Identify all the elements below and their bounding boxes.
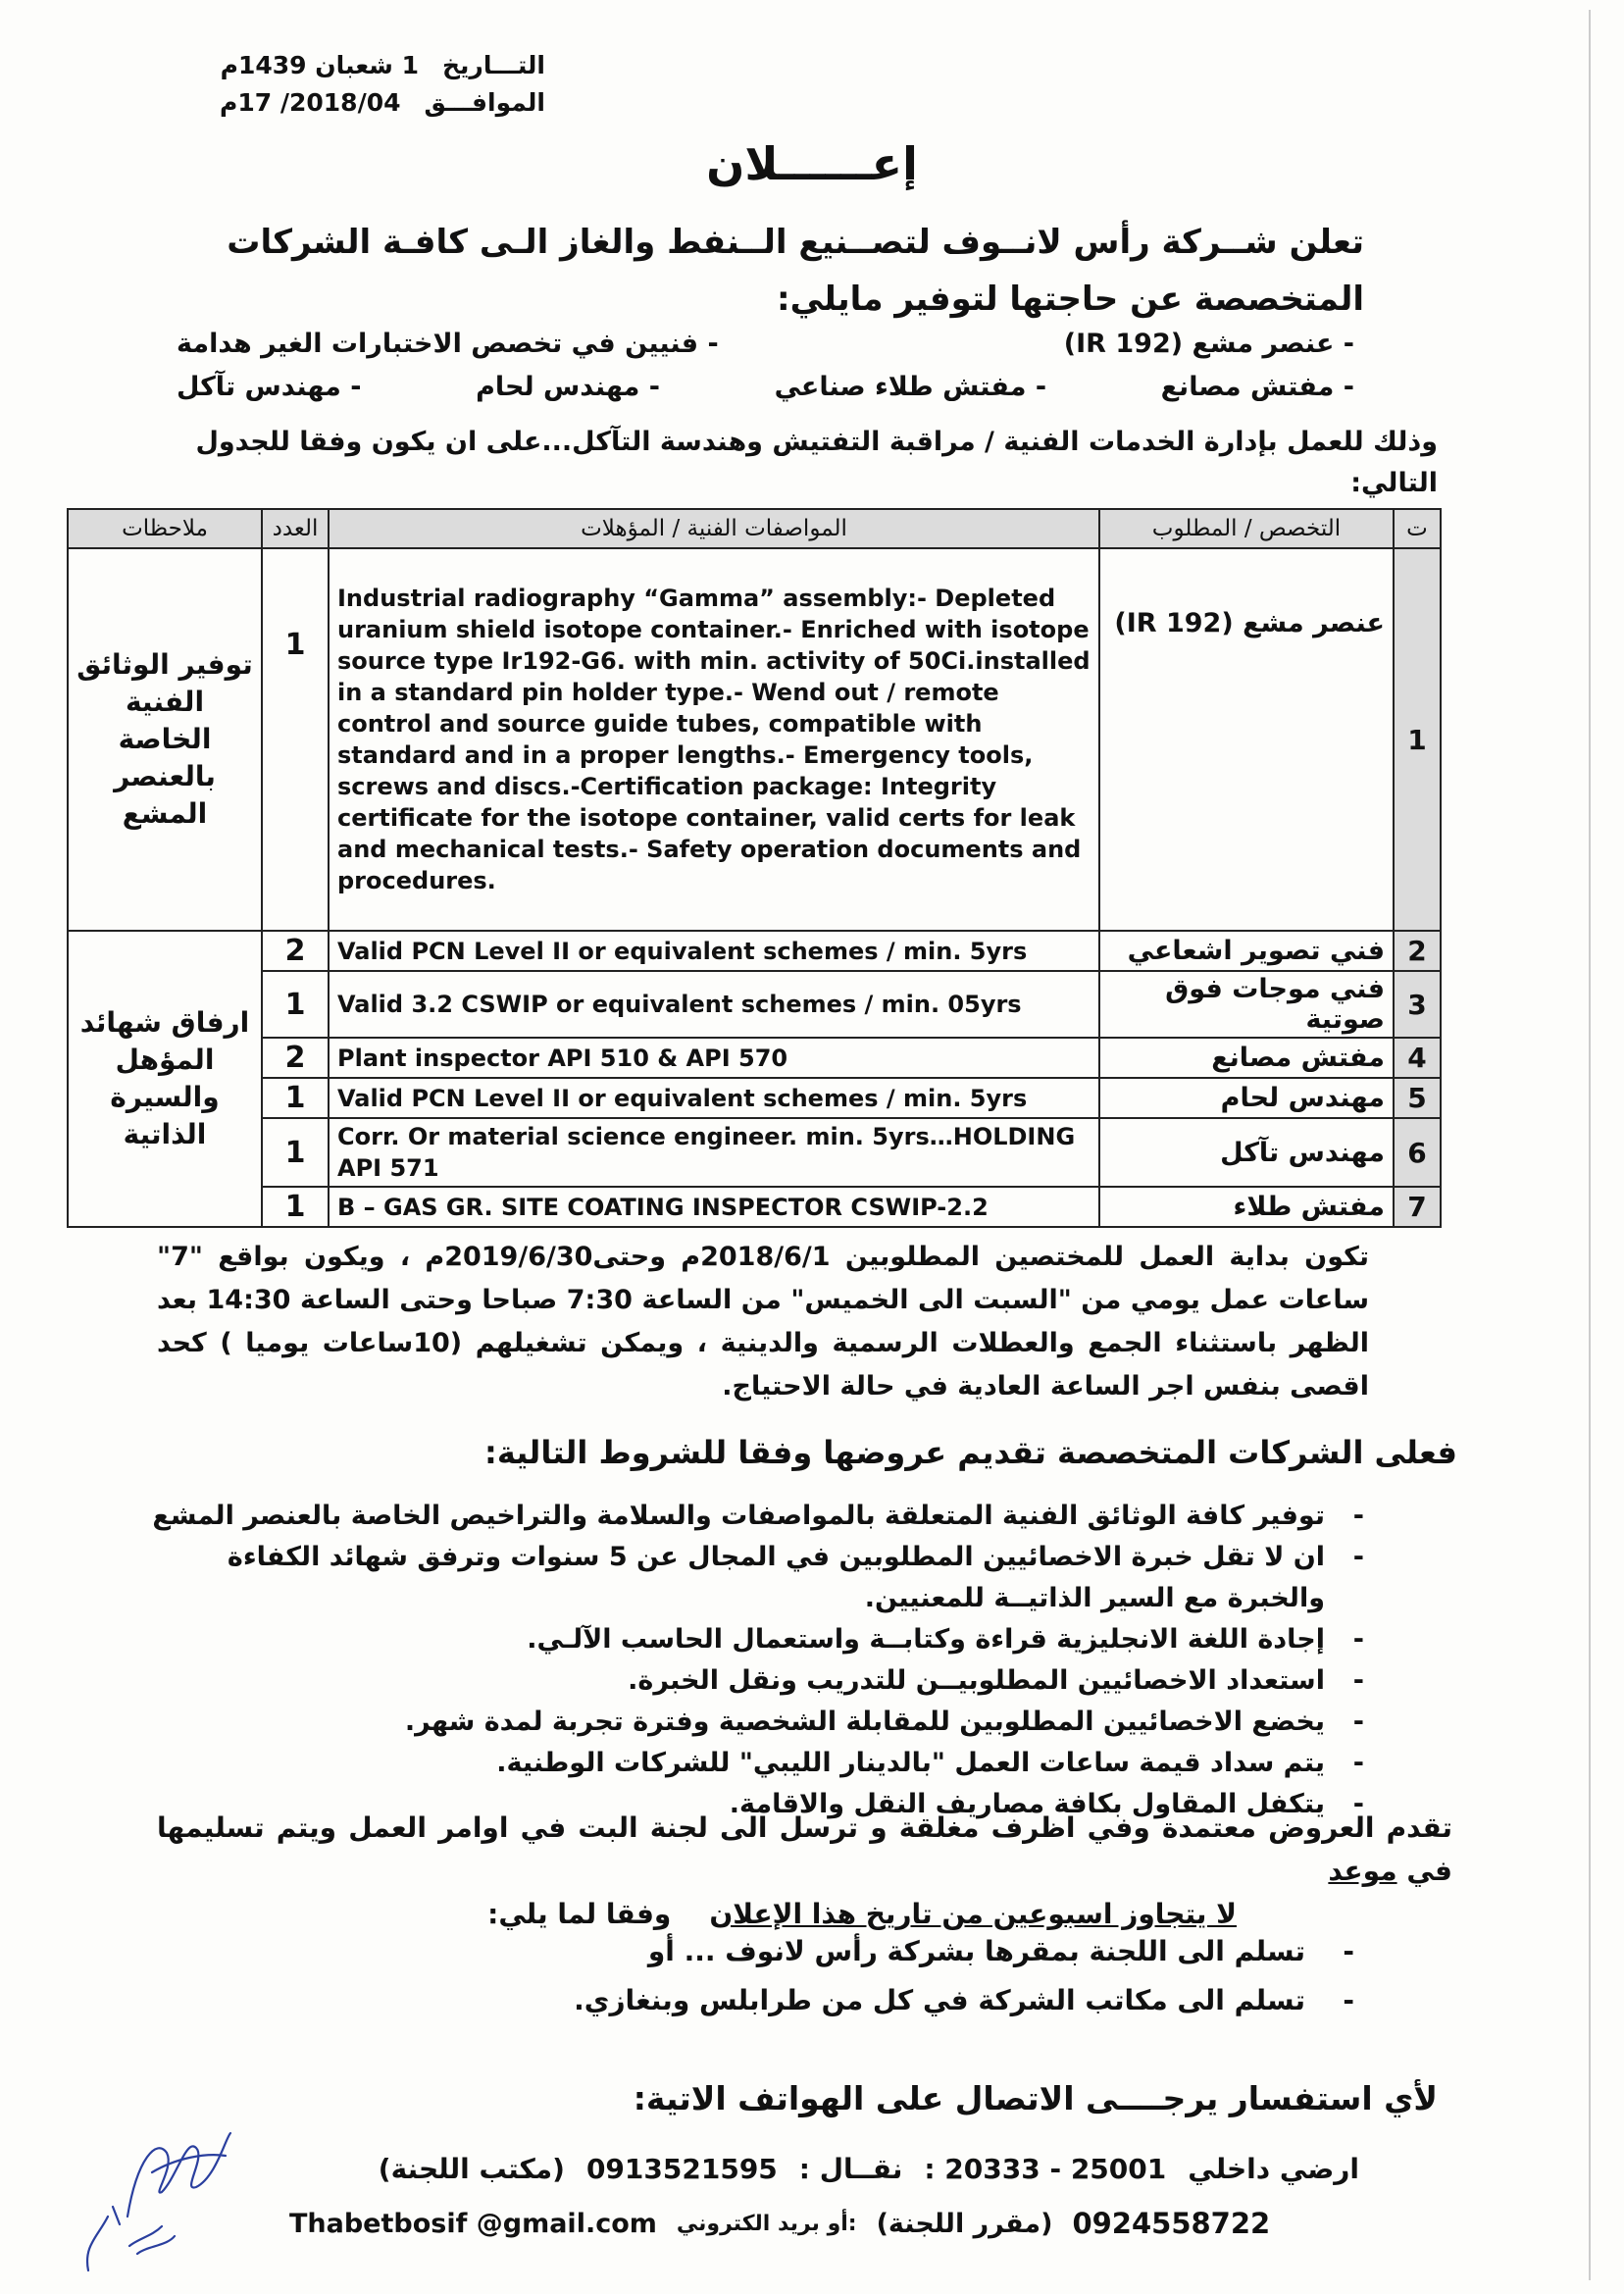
list-item: - تسلم الى اللجنة بمقرها بشركة رأس لانوف ... أو [647, 1935, 1354, 1967]
intro-text: تعلن شــركة رأس لانــوف لتصــنيع الــنفط والغاز الـى كافـة الشركات المتخصصة عن حاجتها لتوفير مايلي: [227, 223, 1364, 319]
table-row [68, 548, 1441, 931]
row-spec: Industrial radiography “Gamma” assembly:- Depleted uranium shield isotope container.- Enriched with isotope source type Ir192-G6. with min. activity of 50Ci.installed in a standard pin holder type.- Wend out / remote control and source guide tubes, compatible with standard and in a proper lengths.- Emergency tools, screws and discs.-Certification package: Integrity certificate for the isotope container, valid certs for leak and mechanical tests.- Safety operation documents and procedures. [329, 548, 1099, 931]
row-count: 2 [262, 1038, 329, 1078]
email-value: Thabetbosif @gmail.com [289, 2208, 657, 2239]
header-role: التخصص / المطلوب [1099, 509, 1394, 548]
row-role: فني تصوير اشعاعي [1099, 931, 1394, 971]
date-value: 1 شعبان 1439م [220, 51, 420, 79]
header-spec: المواصفات الفنية / المؤهلات [329, 509, 1099, 548]
submission-text: تقدم العروض معتمدة وفي اظرف مغلقة و ترسل الى لجنة البت في اوامر العمل ويتم تسليمها في موعد لا يتجاوز اسبوعين من تاريخ هذا الإعلان وفقا لما يلي: [157, 1811, 1452, 1930]
table-row [68, 931, 1441, 971]
row-spec: Valid PCN Level II or equivalent schemes / min. 5yrs [329, 931, 1099, 971]
list-item: - إجادة اللغة الانجليزية قراءة وكتابــة واستعمال الحاسب الآلـي. [527, 1624, 1364, 1655]
page-title: إعــــــلان [706, 137, 918, 190]
need-item: - فنيين في تخصص الاختبارات الغير هدامة [177, 328, 719, 359]
need-item: - عنصر مشع (IR 192) [1063, 328, 1354, 359]
row-role: مفتش طلاء [1099, 1187, 1394, 1227]
row-role: عنصر مشع (IR 192) [1099, 548, 1394, 931]
row-count: 1 [262, 1187, 329, 1227]
row-num: 3 [1394, 971, 1441, 1038]
row-role: فني موجات فوق صوتية [1099, 971, 1394, 1038]
list-item: - ان لا تقل خبرة الاخصائيين المطلوبين في المجال عن 5 سنوات وترفق شهائد الكفاءة والخبرة مع السير الذاتيــة للمعنيين. [227, 1542, 1364, 1613]
underlined-text: لا يتجاوز اسبوعين من تاريخ هذا الإعلان [709, 1898, 1237, 1930]
date-label: التـــاريخ [442, 51, 545, 79]
table-row [68, 971, 1441, 1038]
phone-numbers [379, 2153, 1359, 2185]
inquiry-heading: لأي استفسار يرجــــى الاتصال على الهواتف الاتية: [633, 2079, 1438, 2117]
row-spec: Valid PCN Level II or equivalent schemes / min. 5yrs [329, 1078, 1099, 1118]
list-item: - يتم سداد قيمة ساعات العمل "بالدينار الليبي" للشركات الوطنية. [496, 1748, 1364, 1778]
table-row [68, 1118, 1441, 1187]
row-role: مهندس تآكل [1099, 1118, 1394, 1187]
need-item: - مهندس لحام [476, 371, 661, 402]
need-item: - مفتش طلاء صناعي [774, 371, 1047, 402]
needs-list [177, 322, 1354, 408]
framework-text: وذلك للعمل بإدارة الخدمات الفنية / مراقبة التفتيش وهندسة التآكل...على ان يكون وفقا للجدول التالي: [195, 427, 1438, 498]
table-row [68, 1187, 1441, 1227]
list-item: - تسلم الى مكاتب الشركة في كل من طرابلس وبنغازي. [574, 1984, 1354, 2016]
row-num: 4 [1394, 1038, 1441, 1078]
table-row [68, 1078, 1441, 1118]
delivery-list [294, 1927, 1354, 2025]
row-role: مهندس لحام [1099, 1078, 1394, 1118]
underlined-text: موعد [1328, 1855, 1397, 1887]
row-count: 1 [262, 1078, 329, 1118]
landline-label: ارضي داخلي [1188, 2153, 1359, 2185]
row-num: 2 [1394, 931, 1441, 971]
work-period-text: تكون بداية العمل للمختصين المطلوبين 2018/6/1م وحتى2019/6/30م ، ويكون بواقع "7" ساعات عمل يومي من "السبت الى الخميس" من الساعة 7:30 صباحا وحتى الساعة 14:30 بعد الظهر باستثناء الجمع والعطلات الرسمية والدينية ، ويمكن تشغيلهم (10ساعات يوميا ) كحد اقصى بنفس اجر الساعة العادية في حالة الاحتياج. [157, 1242, 1370, 1402]
table-row [68, 1038, 1441, 1078]
date-block [114, 47, 545, 122]
handwritten-signature-icon [59, 2099, 255, 2275]
corresponds-value: 2018/04/ 17م [220, 88, 401, 117]
row-spec: B – GAS GR. SITE COATING INSPECTOR CSWIP-2.2 [329, 1187, 1099, 1227]
row-role: مفتش مصانع [1099, 1038, 1394, 1078]
header-notes: ملاحظات [68, 509, 262, 548]
list-item: - توفير كافة الوثائق الفنية المتعلقة بالمواصفات والسلامة والتراخيص الخاصة بالعنصر المشع [152, 1501, 1364, 1531]
need-item: - مفتش مصانع [1160, 371, 1354, 402]
row-count: 1 [262, 548, 329, 931]
requirements-table [67, 508, 1442, 1228]
mobile2-value: 0924558722 [1072, 2207, 1271, 2240]
header-num: ت [1394, 509, 1441, 548]
landline-values: : 20333 - 25001 [924, 2153, 1167, 2185]
email-label: :أو بريد الكتروني [676, 2211, 857, 2236]
mobile-note: (مكتب اللجنة) [378, 2153, 565, 2185]
header-count: العدد [262, 509, 329, 548]
row-num: 5 [1394, 1078, 1441, 1118]
email-row [289, 2207, 1270, 2240]
list-item: - يخضع الاخصائيين المطلوبين للمقابلة الشخصية وفترة تجربة لمدة شهر. [404, 1707, 1364, 1737]
row-spec: Corr. Or material science engineer. min. 5yrs…HOLDING API 571 [329, 1118, 1099, 1187]
conditions-heading: فعلى الشركات المتخصصة تقديم عروضها وفقا للشروط التالية: [484, 1434, 1457, 1471]
row-num: 7 [1394, 1187, 1441, 1227]
mobile-value: 0913521595 [585, 2153, 778, 2185]
row-spec: Valid 3.2 CSWIP or equivalent schemes / min. 05yrs [329, 971, 1099, 1038]
corresponds-label: الموافـــق [424, 88, 545, 117]
list-item: - استعداد الاخصائيين المطلوبيــن للتدريب ونقل الخبرة. [628, 1665, 1364, 1696]
row-count: 1 [262, 971, 329, 1038]
mobile-label: نقــال : [798, 2153, 903, 2185]
row-count: 1 [262, 1118, 329, 1187]
conditions-list [147, 1496, 1364, 1825]
row-note: توفير الوثائق الفنية الخاصة بالعنصر المشع [68, 548, 262, 931]
row-num: 6 [1394, 1118, 1441, 1187]
row-count: 2 [262, 931, 329, 971]
row-spec: Plant inspector API 510 & API 570 [329, 1038, 1099, 1078]
list-item: - يتكفل المقاول بكافة مصاريف النقل والاقامة. [729, 1789, 1364, 1819]
mobile2-note: (مقرر اللجنة) [876, 2208, 1053, 2239]
row-num: 1 [1394, 548, 1441, 931]
table-header-row [68, 509, 1441, 548]
need-item: - مهندس تآكل [177, 371, 362, 402]
row-note: ارفاق شهائد المؤهل والسيرة الذاتية [68, 931, 262, 1227]
